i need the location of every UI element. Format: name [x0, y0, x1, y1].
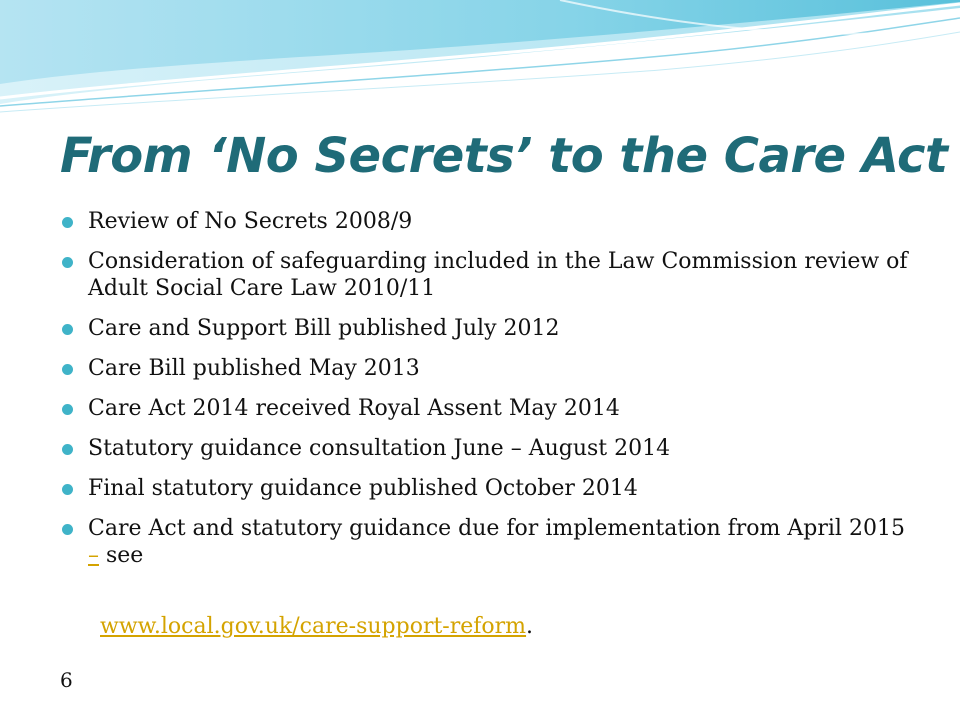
bullet-text: Care and Support Bill published July 2012	[88, 316, 560, 341]
bullet-list	[60, 208, 920, 582]
bullet-item	[60, 208, 920, 235]
bullet-text: Care Act 2014 received Royal Assent May 2014	[88, 396, 620, 421]
page-number: 6	[60, 668, 73, 692]
bullet-text: Consideration of safeguarding included in the Law Commission review of Adult Social Care Law 2010/11	[88, 249, 908, 301]
bullet-item	[60, 315, 920, 342]
bullet-item-implementation	[60, 515, 920, 569]
url-suffix: .	[526, 614, 534, 639]
bullet-item	[60, 435, 920, 462]
bullet-dot-icon	[62, 484, 73, 495]
dash-link[interactable]: –	[88, 543, 99, 568]
bullet-dot-icon	[62, 444, 73, 455]
bullet-dot-icon	[62, 257, 73, 268]
bullet-text: Care Act and statutory guidance due for implementation from April 2015	[88, 516, 905, 541]
bullet-item	[60, 248, 920, 302]
bullet-text: Statutory guidance consultation June – August 2014	[88, 436, 671, 461]
bullet-item	[60, 475, 920, 502]
bullet-text: Review of No Secrets 2008/9	[88, 209, 413, 234]
slide-title: From ‘No Secrets’ to the Care Act	[60, 128, 948, 184]
bullet-dot-icon	[62, 364, 73, 375]
bullet-item	[60, 355, 920, 382]
bullet-dot-icon	[62, 404, 73, 415]
bullet-text: Care Bill published May 2013	[88, 356, 420, 381]
care-support-reform-link[interactable]: www.local.gov.uk/care-support-reform	[100, 614, 527, 639]
bullet-text-see: see	[99, 543, 144, 568]
reference-url-line	[100, 614, 533, 639]
bullet-text: Final statutory guidance published October 2014	[88, 476, 638, 501]
bullet-dot-icon	[62, 524, 73, 535]
header-wave-decoration	[0, 0, 960, 130]
bullet-dot-icon	[62, 324, 73, 335]
bullet-dot-icon	[62, 217, 73, 228]
bullet-item	[60, 395, 920, 422]
